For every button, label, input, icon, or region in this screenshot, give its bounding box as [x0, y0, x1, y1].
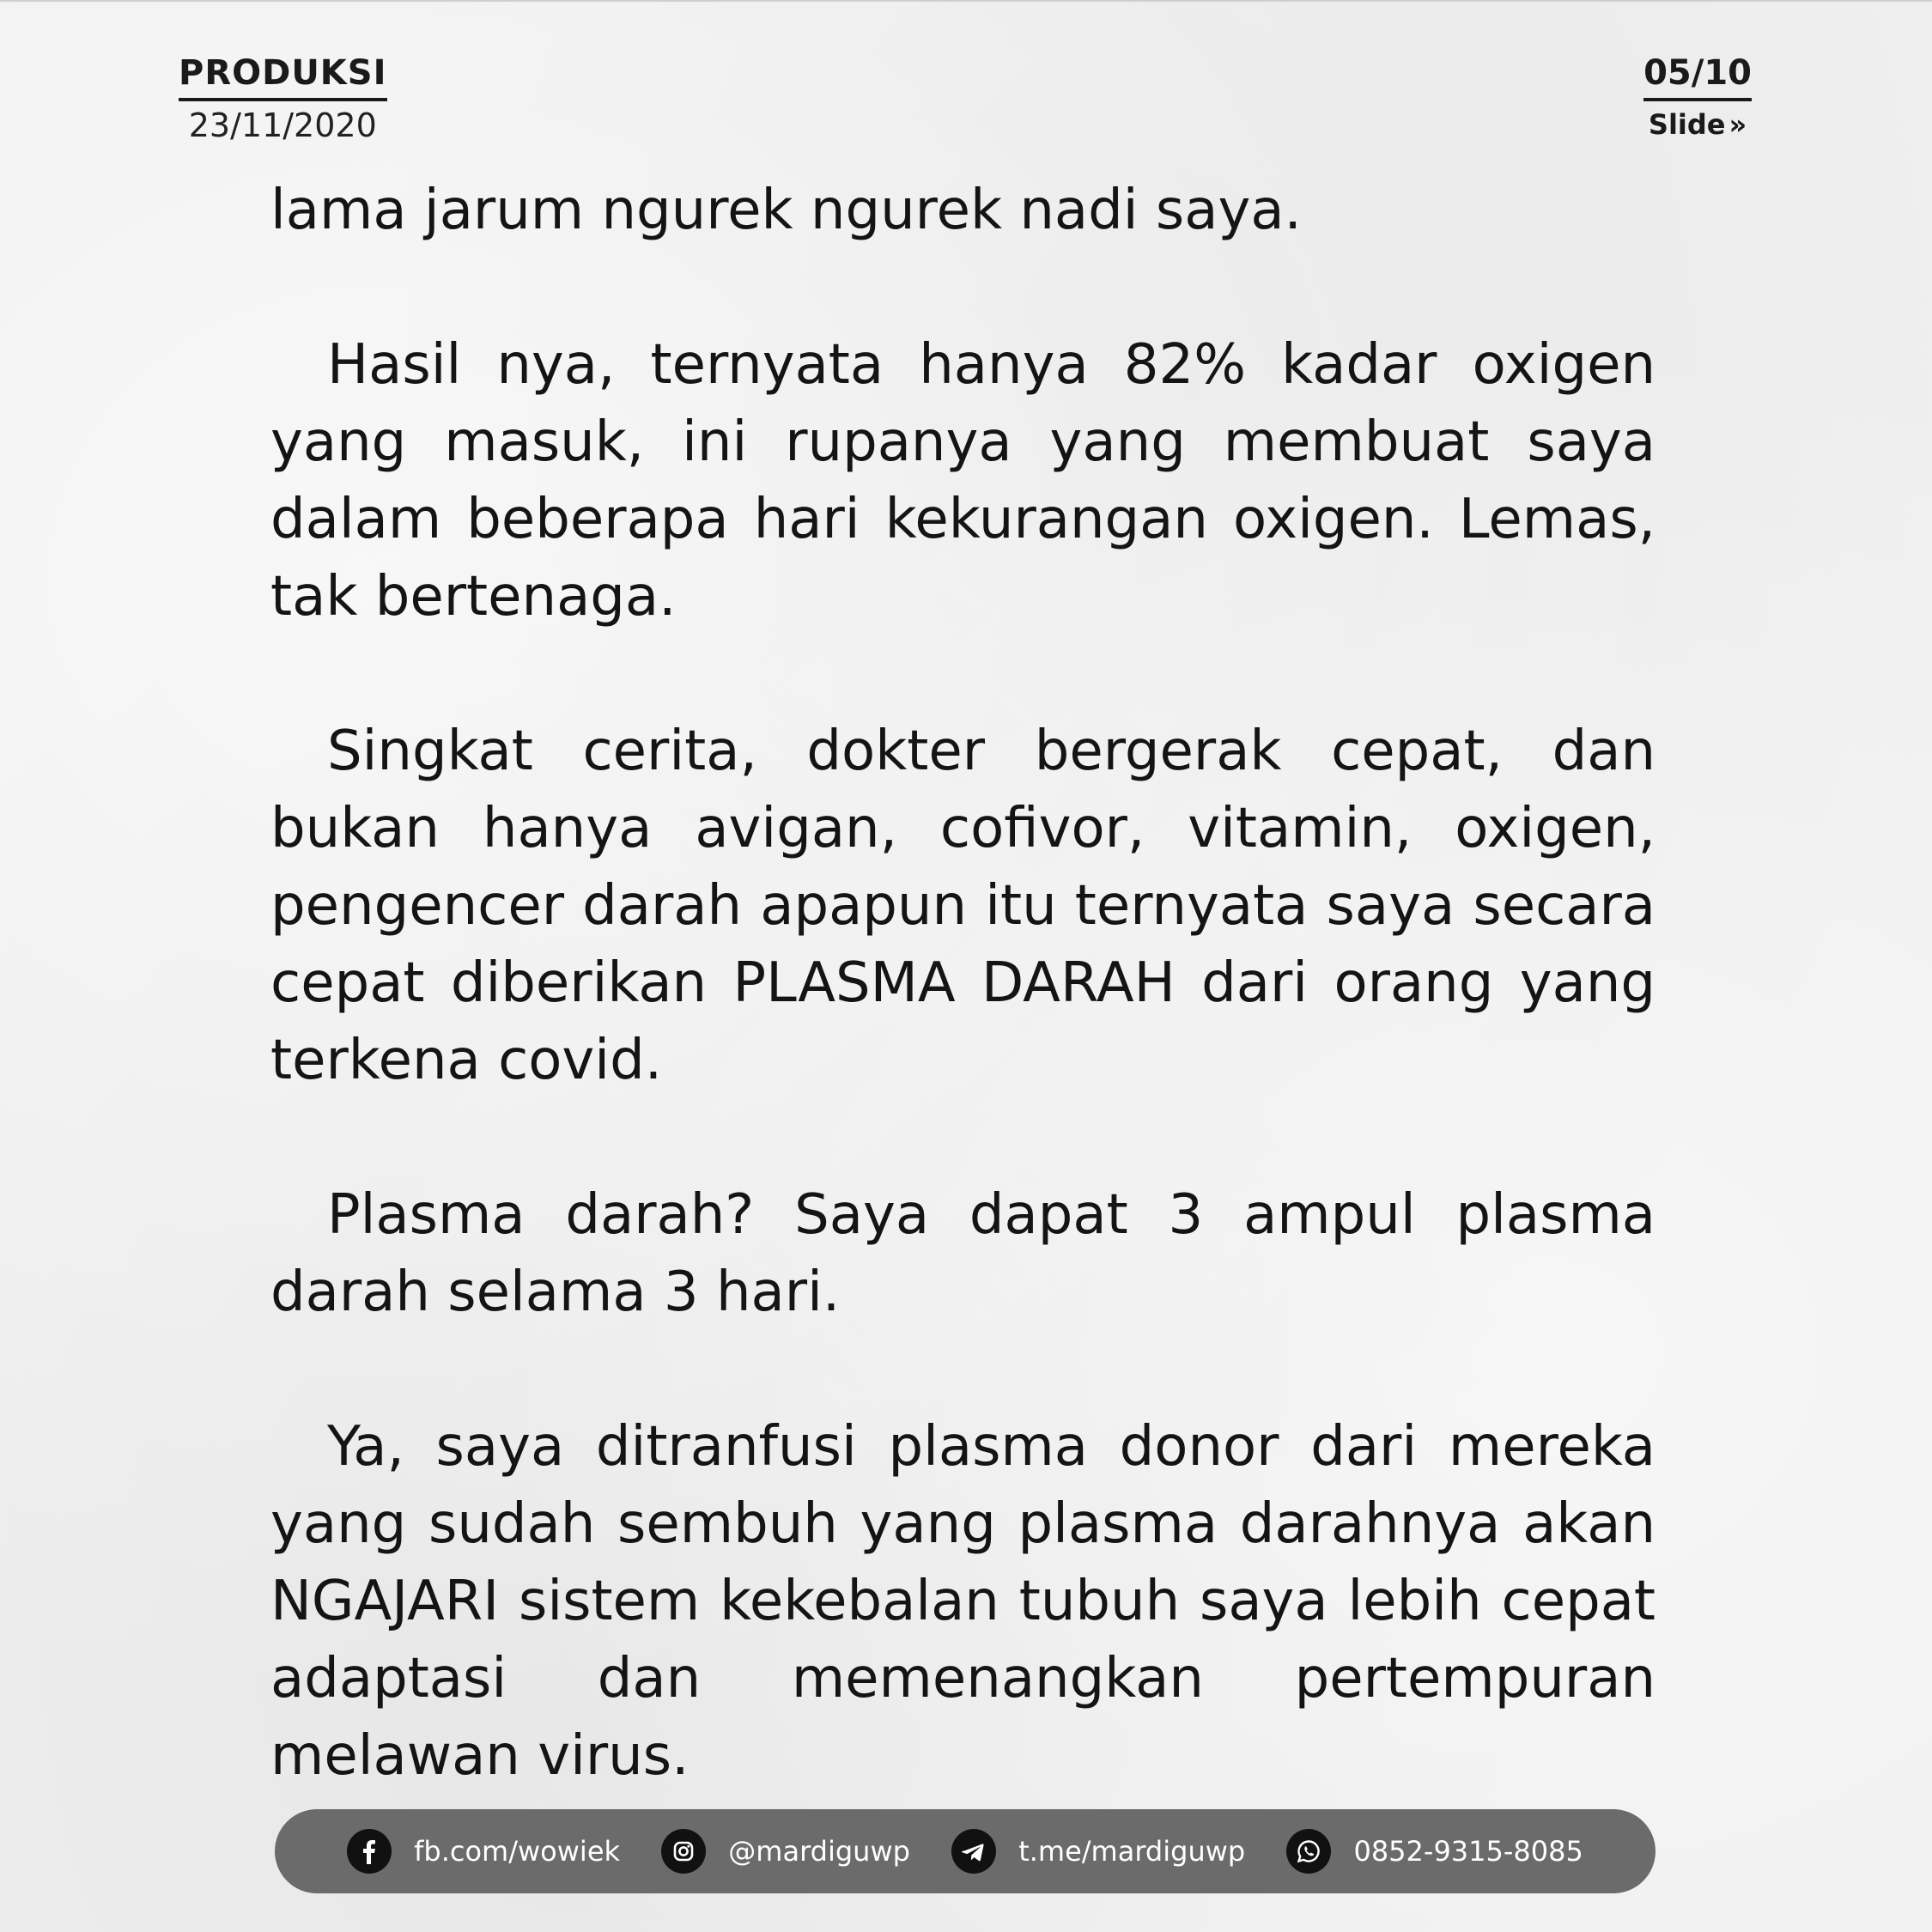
whatsapp-number: 0852-9315-8085 — [1353, 1835, 1583, 1868]
instagram-link[interactable] — [661, 1829, 910, 1874]
top-border-line — [0, 0, 1932, 2]
slide-label: Slide — [1648, 108, 1726, 141]
whatsapp-link[interactable] — [1286, 1829, 1583, 1874]
header-date: 23/11/2020 — [188, 106, 377, 144]
article-body — [270, 172, 1656, 1872]
header-title: PRODUKSI — [179, 53, 387, 101]
facebook-link[interactable] — [347, 1829, 620, 1874]
double-chevron-right-icon: » — [1728, 108, 1747, 141]
paragraph-2: Hasil nya, ternyata hanya 82% kadar oxigen yang masuk, ini rupanya yang membuat saya dalam beberapa hari kekurangan oxigen. Lemas, tak bertenaga. — [270, 333, 1656, 629]
telegram-handle: t.me/mardiguwp — [1018, 1835, 1246, 1868]
telegram-icon — [951, 1829, 996, 1874]
paragraph-1: lama jarum ngurek ngurek nadi saya. — [270, 179, 1302, 242]
telegram-link[interactable] — [951, 1829, 1245, 1874]
header-right — [1643, 53, 1752, 141]
facebook-icon — [347, 1829, 392, 1874]
facebook-handle: fb.com/wowiek — [414, 1835, 621, 1868]
header-left — [179, 53, 387, 144]
paragraph-5: Ya, saya ditranfusi plasma donor dari mereka yang sudah sembuh yang plasma darahnya akan NGAJARI sistem kekebalan tubuh saya lebih cepat adaptasi dan memenangkan pertempuran melawan virus. — [270, 1415, 1656, 1788]
instagram-icon — [661, 1829, 706, 1874]
whatsapp-icon — [1286, 1829, 1331, 1874]
page-counter: 05/10 — [1643, 53, 1752, 101]
social-footer-bar — [275, 1809, 1656, 1893]
instagram-handle: @mardiguwp — [728, 1835, 910, 1868]
slide-indicator[interactable] — [1643, 108, 1752, 141]
paragraph-4: Plasma darah? Saya dapat 3 ampul plasma darah selama 3 hari. — [270, 1183, 1656, 1324]
paragraph-3: Singkat cerita, dokter bergerak cepat, dan bukan hanya avigan, cofivor, vitamin, oxigen, pengencer darah apapun itu ternyata saya secara cepat diberikan PLASMA DARAH dari orang yang terkena covid. — [270, 720, 1656, 1092]
